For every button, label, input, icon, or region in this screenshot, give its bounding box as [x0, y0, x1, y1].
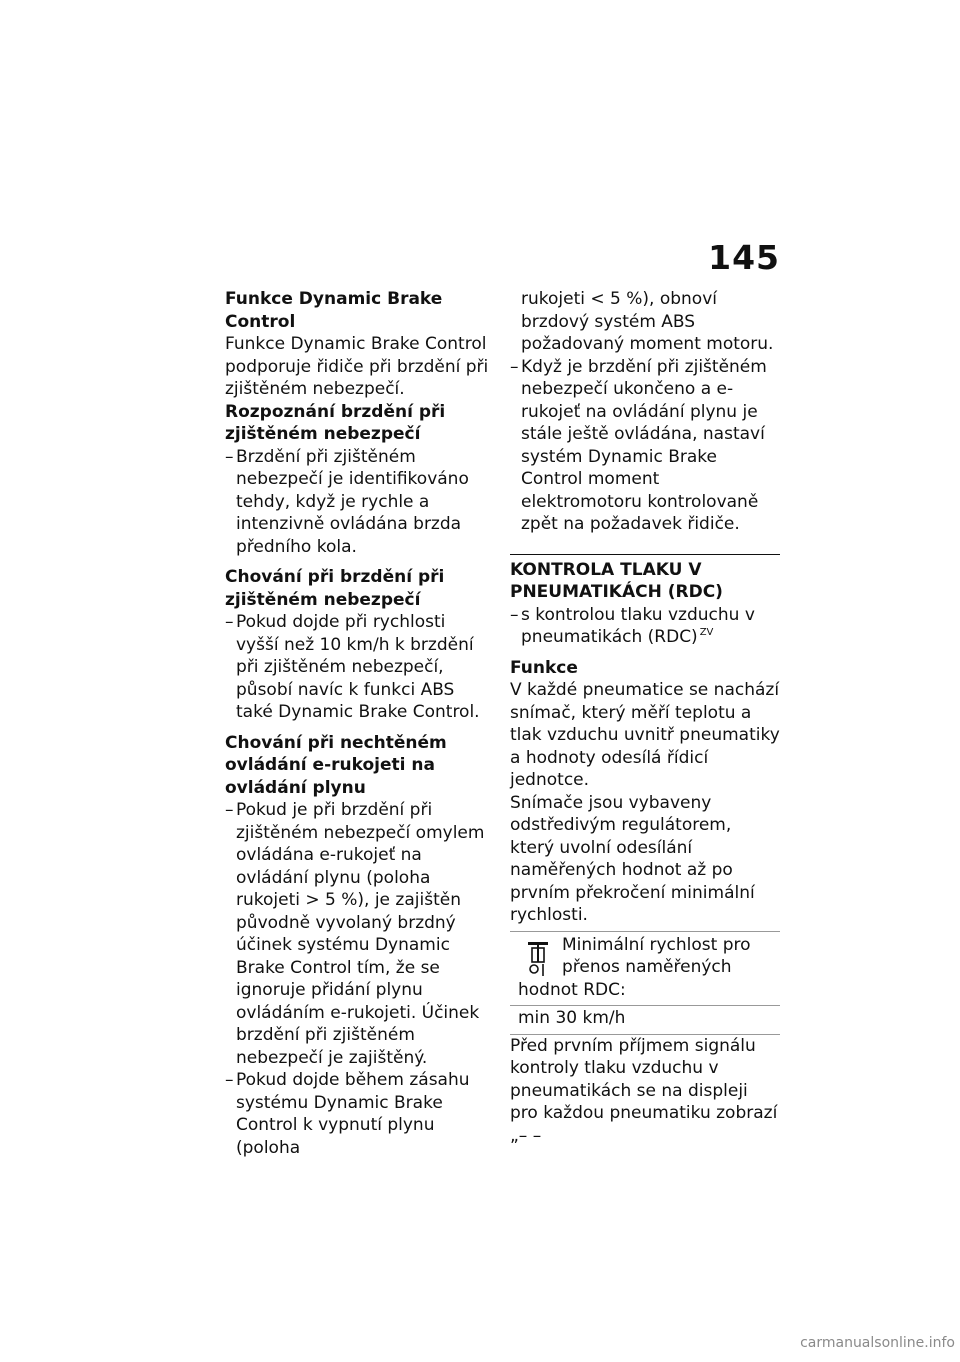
heading-unintended-throttle: Chování při nechtěném ovládání e-rukojeti na ovládání plynu: [225, 732, 447, 798]
info-box-value: min 30 km/h: [510, 1005, 780, 1034]
option-marker: ZV: [699, 627, 714, 639]
bullet-rdc-option: [510, 604, 780, 649]
info-box-title: Minimální rychlost pro přenos naměřených: [562, 934, 751, 977]
left-column: [225, 288, 490, 1159]
paragraph-sensor: V každé pneumatice se nachází snímač, který měří teplotu a tlak vzduchu uvnitř pneumatiky a hodnoty odesílá řídicí jednotce.: [510, 680, 780, 790]
heading-dynamic-brake-control: Funkce Dynamic Brake Control: [225, 289, 443, 332]
paragraph-continued: rukojeti < 5 %), obnoví brzdový systém ABS požadovaný moment motoru.: [521, 289, 774, 354]
paragraph-centrifugal: Snímače jsou vybaveny odstředivým regulátorem, který uvolní odesílání naměřených hodnot až po prvním překročení minimální rychlosti.: [510, 792, 755, 925]
info-box-title-cont: hodnot RDC:: [518, 979, 626, 1000]
rdc-option-text: s kontrolou tlaku vzduchu v pneumatikách (RDC): [521, 604, 755, 647]
paragraph-intro: Funkce Dynamic Brake Control podporuje řidiče při brzdění při zjištěném nebezpečí.: [225, 334, 489, 399]
info-box-header: [510, 932, 780, 1006]
bullet-braking-ended: – Když je brzdění při zjištěném nebezpečí ukončeno a e-rukojeť na ovládání plynu je stále ještě ovládána, nastaví systém Dynamic Brake Control moment elektromotoru kontrolovaně zpět na požadavek řidiče.: [510, 356, 780, 536]
rdc-speed-icon: [526, 938, 552, 980]
bullet-unintended-throttle: – Pokud je při brzdění při zjištěném nebezpečí omylem ovládána e-rukojeť na ovládání plynu (poloha rukojeti > 5 %), je zajištěn původně vyvolaný brzdný účinek systému Dynamic Brake Control tím, že se ignoruje přidání plynu ovládáním e-rukojeti. Účinek brzdění při zjištěném nebezpečí je zajištěný.: [225, 799, 490, 1069]
bullet-throttle-off: – Pokud dojde během zásahu systému Dynamic Brake Control k vypnutí plynu (poloha: [225, 1069, 490, 1159]
bullet-recognition: – Brzdění při zjištěném nebezpečí je identifikováno tehdy, když je rychle a intenzivně ovládána brzda předního kola.: [225, 446, 490, 559]
section-rule: [510, 554, 780, 604]
right-column: [510, 288, 780, 1147]
footer-watermark[interactable]: carmanualsonline.info: [800, 1335, 955, 1351]
heading-function: Funkce: [510, 657, 578, 678]
paragraph-before-signal: Před prvním příjmem signálu kontroly tlaku vzduchu v pneumatikách se na displeji pro každou pneumatiku zobrazí „– –: [510, 1035, 778, 1146]
heading-recognition: Rozpoznání brzdění při zjištěném nebezpečí: [225, 401, 446, 444]
info-box: [510, 931, 780, 1035]
page-number: 145: [708, 238, 780, 277]
heading-behavior-braking: Chování při brzdění při zjištěném nebezpečí: [225, 567, 445, 610]
bullet-behavior-braking: – Pokud dojde při rychlosti vyšší než 10 km/h k brzdění při zjištěném nebezpečí, působí navíc k funkci ABS také Dynamic Brake Control.: [225, 611, 490, 724]
section-title-rdc: KONTROLA TLAKU V PNEUMATIKÁCH (RDC): [510, 559, 723, 602]
